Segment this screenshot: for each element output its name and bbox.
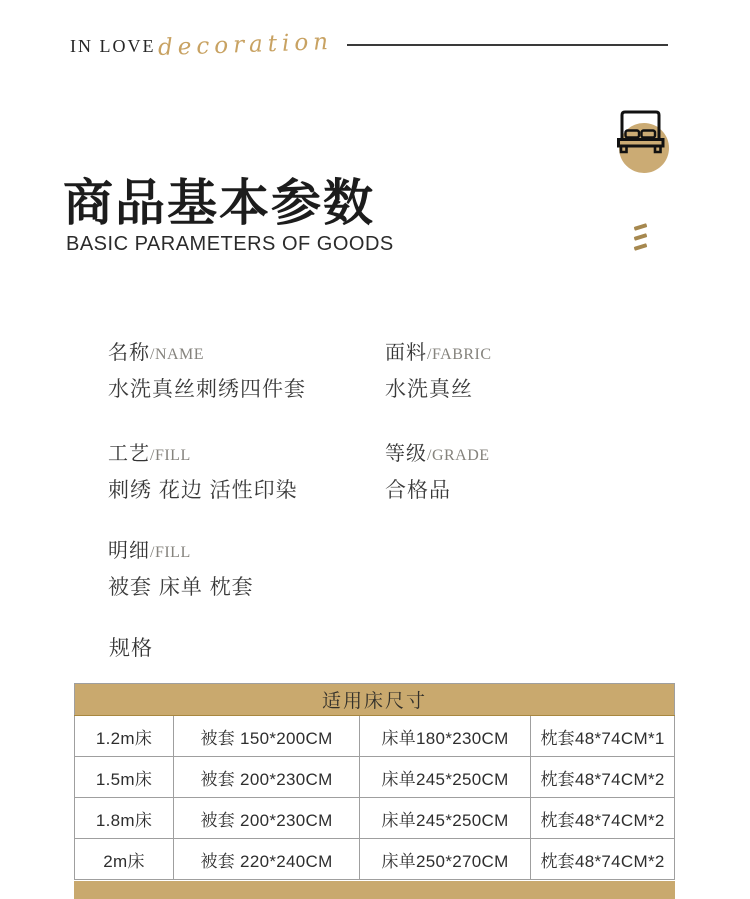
field-label — [108, 336, 306, 365]
header-divider — [347, 44, 668, 46]
cell-pillow: 枕套48*74CM*2 — [531, 757, 675, 798]
field-label-cn: 名称 — [108, 342, 150, 364]
gold-dash — [634, 243, 648, 251]
next-section-bar — [74, 881, 675, 899]
page-subtitle: BASIC PARAMETERS OF GOODS — [66, 233, 394, 255]
cell-pillow: 枕套48*74CM*2 — [531, 798, 675, 839]
field-label-cn: 明细 — [108, 540, 150, 562]
field-label-cn: 面料 — [385, 342, 427, 364]
field-label-en: /NAME — [150, 346, 205, 363]
cell-bed-size: 2m床 — [75, 839, 174, 880]
cell-bed-size: 1.5m床 — [75, 757, 174, 798]
field-fabric — [385, 336, 492, 403]
cell-bed-size: 1.2m床 — [75, 716, 174, 757]
cell-sheet: 床单180*230CM — [360, 716, 531, 757]
field-value: 刺绣 花边 活性印染 — [108, 479, 298, 502]
field-label-en: /FILL — [150, 447, 191, 464]
spec-heading: 规格 — [109, 637, 153, 660]
field-grade — [385, 437, 490, 504]
field-label — [108, 437, 298, 466]
size-table — [74, 683, 675, 880]
field-value: 水洗真丝刺绣四件套 — [108, 378, 306, 401]
field-label-cn: 工艺 — [108, 443, 150, 465]
brand-name: IN LOVE — [70, 36, 156, 56]
field-label-cn: 等级 — [385, 443, 427, 465]
gold-dashes-icon — [634, 225, 654, 255]
brand-logo — [70, 28, 334, 62]
cell-pillow: 枕套48*74CM*1 — [531, 716, 675, 757]
field-label — [385, 437, 490, 466]
bed-icon-svg — [605, 102, 677, 174]
field-label-en: /FILL — [150, 544, 191, 561]
table-row — [75, 798, 675, 839]
field-value: 被套 床单 枕套 — [108, 576, 254, 599]
cell-sheet: 床单245*250CM — [360, 757, 531, 798]
gold-dash — [634, 233, 648, 241]
cell-duvet: 被套 200*230CM — [174, 757, 360, 798]
table-row — [75, 716, 675, 757]
cell-duvet: 被套 220*240CM — [174, 839, 360, 880]
cell-duvet: 被套 200*230CM — [174, 798, 360, 839]
cell-sheet: 床单250*270CM — [360, 839, 531, 880]
field-label — [385, 336, 492, 365]
field-value: 水洗真丝 — [385, 378, 473, 401]
brand-script-text: decoration — [157, 28, 334, 62]
field-detail — [108, 534, 254, 601]
table-header: 适用床尺寸 — [75, 684, 675, 716]
field-label-en: /GRADE — [427, 447, 490, 464]
cell-duvet: 被套 150*200CM — [174, 716, 360, 757]
field-label-en: /FABRIC — [427, 346, 492, 363]
page-title: 商品基本参数 — [63, 175, 375, 231]
field-name — [108, 336, 306, 403]
bed-icon — [605, 102, 677, 174]
table-header-row — [75, 684, 675, 716]
field-value: 合格品 — [385, 479, 451, 502]
field-label — [108, 534, 254, 563]
table-row — [75, 757, 675, 798]
table-row — [75, 839, 675, 880]
cell-pillow: 枕套48*74CM*2 — [531, 839, 675, 880]
cell-bed-size: 1.8m床 — [75, 798, 174, 839]
gold-dash — [634, 223, 648, 231]
field-craft — [108, 437, 298, 504]
cell-sheet: 床单245*250CM — [360, 798, 531, 839]
